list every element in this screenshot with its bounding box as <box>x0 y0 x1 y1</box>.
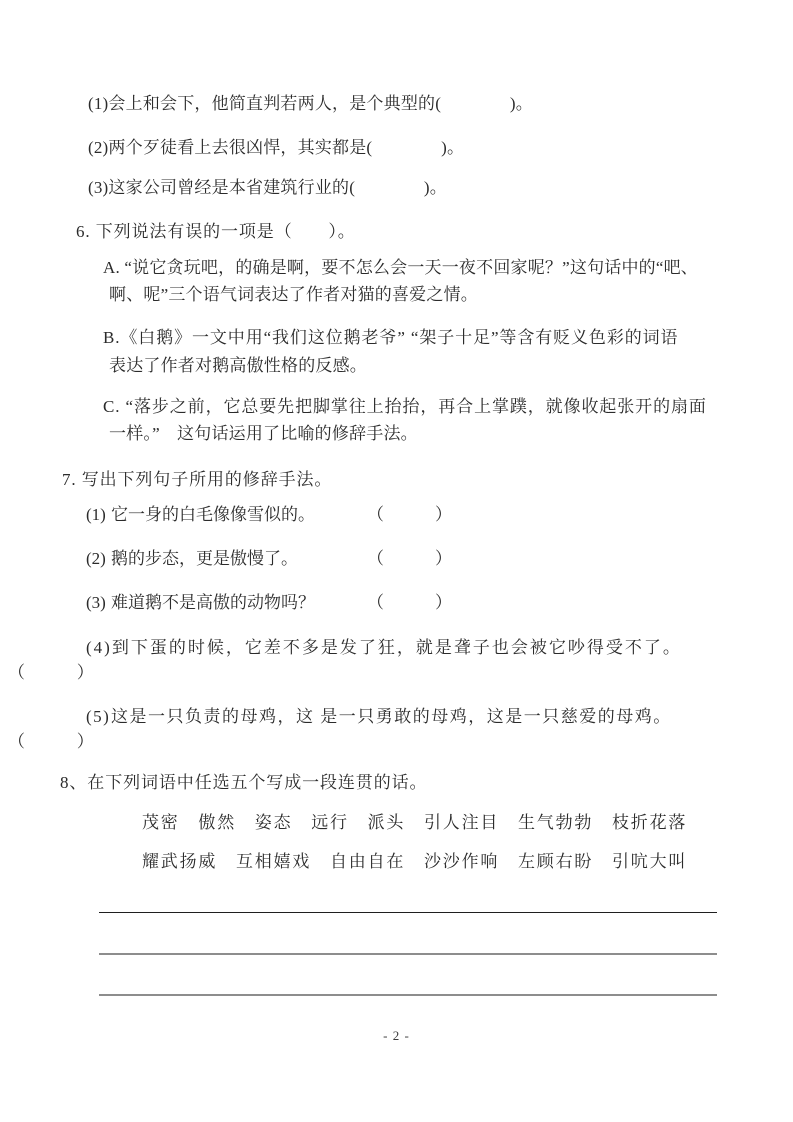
q7-item-4-answer-blank: （ ） <box>8 663 94 682</box>
q7-item-3 <box>86 593 452 613</box>
q7-item-4 <box>86 638 682 658</box>
writing-line-3 <box>99 994 717 996</box>
writing-line-1 <box>99 912 717 913</box>
q7-item-2-number: (2) <box>86 549 106 568</box>
q7-item-1-number: (1) <box>86 505 106 524</box>
q5-item-3: (3)这家公司曾经是本省建筑行业的( )。 <box>88 178 447 197</box>
q7-item-2-text: 鹅的步态，更是傲慢了。 <box>111 549 298 568</box>
q7-heading: 7. 写出下列句子所用的修辞手法。 <box>62 470 333 489</box>
q7-item-1-answer-blank: （ ） <box>367 505 452 524</box>
q6-option-b-line-1: B.《白鹅》一文中用“我们这位鹅老爷” “架子十足”等含有贬义色彩的词语 <box>103 328 679 347</box>
q7-item-2 <box>86 549 452 569</box>
q7-item-4-number: (4) <box>86 638 112 657</box>
q7-item-1-text: 它一身的白毛像像雪似的。 <box>111 505 315 524</box>
q8-word-row-1: 茂密 傲然 姿态 远行 派头 引人注目 生气勃勃 枝折花落 <box>142 813 688 832</box>
q7-item-1 <box>86 505 452 525</box>
q7-item-3-number: (3) <box>86 593 106 612</box>
q8-word-row-2: 耀武扬威 互相嬉戏 自由自在 沙沙作响 左顾右盼 引吭大叫 <box>142 852 688 871</box>
q5-item-1: (1)会上和会下，他简直判若两人，是个典型的( )。 <box>88 94 533 113</box>
q7-item-3-text: 难道鹅不是高傲的动物吗？ <box>111 593 315 612</box>
q7-item-2-answer-blank: （ ） <box>367 549 452 568</box>
q7-item-5-answer-blank: （ ） <box>8 732 94 751</box>
q7-item-4-text: 到下蛋的时候，它差不多是发了狂，就是聋子也会被它吵得受不了。 <box>111 638 682 657</box>
writing-line-2 <box>99 953 717 955</box>
q6-option-a-line-2: 啊、呢”三个语气词表达了作者对猫的喜爱之情。 <box>109 285 478 304</box>
q6-heading: 6. 下列说法有误的一项是（ ）。 <box>76 222 356 241</box>
q5-item-2: (2)两个歹徒看上去很凶悍，其实都是( )。 <box>88 138 465 157</box>
q6-option-b-line-2: 表达了作者对鹅高傲性格的反感。 <box>109 356 367 375</box>
q6-option-c-line-2: 一样。” 这句话运用了比喻的修辞手法。 <box>109 424 418 443</box>
q7-item-3-answer-blank: （ ） <box>367 593 452 612</box>
q6-option-a-line-1: A. “说它贪玩吧，的确是啊，要不怎么会一天一夜不回家呢？”这句话中的“吧、 <box>103 258 699 277</box>
page-number: - 2 - <box>383 1028 410 1043</box>
q7-item-5 <box>86 707 672 727</box>
q8-heading: 8、在下列词语中任选五个写成一段连贯的话。 <box>60 773 428 792</box>
q6-option-c-line-1: C. “落步之前，它总要先把脚掌往上抬抬，再合上掌蹼，就像收起张开的扇面 <box>103 397 707 416</box>
q7-item-5-number: (5) <box>86 707 111 726</box>
q7-item-5-text: 这是一只负责的母鸡，这 是一只勇敢的母鸡，这是一只慈爱的母鸡。 <box>111 707 672 726</box>
